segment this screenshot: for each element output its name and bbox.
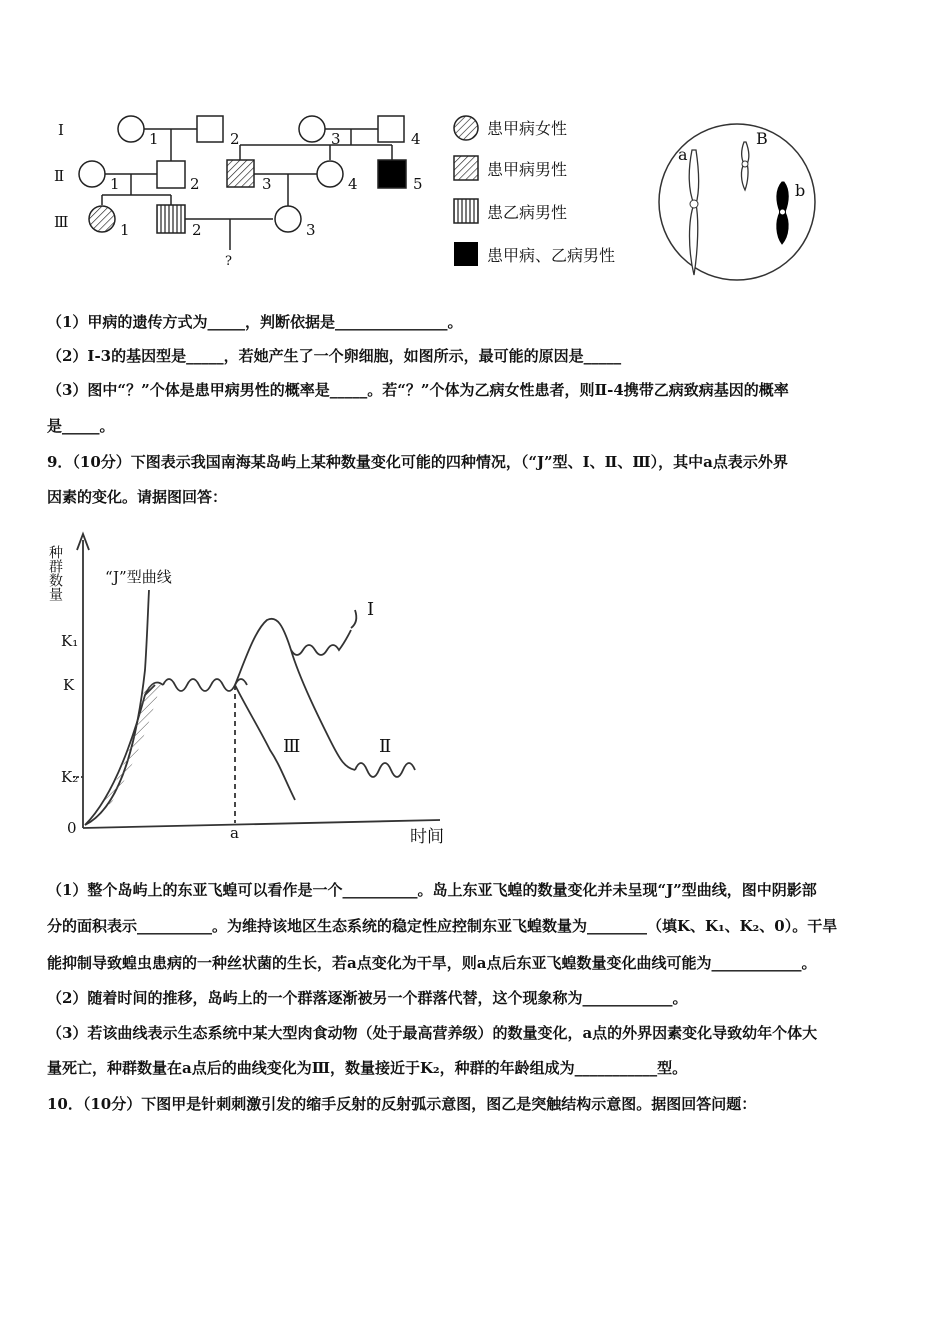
legend-male-both-symbol <box>454 242 478 266</box>
pedigree-number: 1 <box>149 130 159 148</box>
chromosome-label-b: b <box>795 181 806 200</box>
legend-label: 患甲病男性 <box>487 160 568 179</box>
pedigree-ii3-male-disease-a <box>227 160 254 187</box>
gen-label-ii: Ⅱ <box>54 167 65 185</box>
q8-part2: （2）Ⅰ-3的基因型是_____，若她产生了一个卵细胞，如图所示，最可能的原因是_____ <box>47 347 622 365</box>
pedigree-number: 2 <box>190 175 200 193</box>
gen-label-i: Ⅰ <box>58 121 64 139</box>
q9-part1-cont2: 能抑制导致蝗虫患病的一种丝状菌的生长，若a点变化为干旱，则a点后东亚飞蝗数量变化曲线可能为____________。 <box>47 954 817 972</box>
pedigree-i2-male <box>197 116 223 142</box>
curve-label-iii: Ⅲ <box>283 736 301 757</box>
legend-label: 患乙病男性 <box>487 203 568 222</box>
x-axis <box>83 820 440 828</box>
pedigree-number: 1 <box>120 221 130 239</box>
y-tick-k: K <box>63 676 75 694</box>
y-tick-k2: K₂ <box>61 768 79 786</box>
chromosome-label-B: B <box>756 129 768 148</box>
j-curve-title: “J”型曲线 <box>105 568 172 586</box>
egg-cell-diagram <box>654 120 824 285</box>
x-tick-0: 0 <box>67 819 77 837</box>
q9-part3-cont: 量死亡，种群数量在a点后的曲线变化为Ⅲ，数量接近于K₂，种群的年龄组成为___________型。 <box>47 1059 688 1077</box>
q9-part1: （1）整个岛屿上的东亚飞蝗可以看作是一个__________。岛上东亚飞蝗的数量变化并未呈现“J”型曲线，图中阴影部 <box>47 881 817 899</box>
legend-female-a-symbol <box>454 116 478 140</box>
q9-part2: （2）随着时间的推移，岛屿上的一个群落逐渐被另一个群落代替，这个现象称为____________。 <box>47 989 688 1007</box>
x-tick-a: a <box>230 824 239 842</box>
pedigree-number: 5 <box>413 175 423 193</box>
q9-part1-cont: 分的面积表示__________。为维持该地区生态系统的稳定性应控制东亚飞蝗数量为________（填K、K₁、K₂、0）。干旱 <box>47 917 838 935</box>
pedigree-number: 3 <box>262 175 272 193</box>
q8-part1: （1）甲病的遗传方式为_____，判断依据是_______________。 <box>47 313 463 331</box>
pedigree-ii4-female <box>317 161 343 187</box>
curve-label-ii: Ⅱ <box>379 736 392 757</box>
pedigree-iii2-male-disease-b <box>157 205 185 233</box>
shaded-area <box>105 683 161 805</box>
curve-label-i: Ⅰ <box>367 599 375 620</box>
pedigree-ii2-male <box>157 161 185 188</box>
pedigree-number: 4 <box>411 130 421 148</box>
q9-part3: （3）若该曲线表示生态系统中某大型肉食动物（处于最高营养级）的数量变化，a点的外界因素变化导致幼年个体大 <box>47 1024 818 1042</box>
q9-stem-cont: 因素的变化。请据图回答： <box>47 488 228 506</box>
x-axis-label: 时间 <box>410 827 444 847</box>
gen-label-iii: Ⅲ <box>54 213 69 231</box>
pedigree-ii5-male-both <box>378 160 406 188</box>
legend-male-b-symbol <box>454 199 478 223</box>
q9-stem: 9．（10分）下图表示我国南海某岛屿上某种数量变化可能的四种情况，（“J”型、Ⅰ、Ⅱ、Ⅲ），其中a点表示外界 <box>47 453 788 471</box>
pedigree-i1-female <box>118 116 144 142</box>
pedigree-legend <box>445 108 655 273</box>
pedigree-iii3-female <box>275 206 301 232</box>
legend-label: 患甲病女性 <box>487 119 568 138</box>
pedigree-chart <box>40 105 450 275</box>
pedigree-i3-female <box>299 116 325 142</box>
pedigree-ii1-female <box>79 161 105 187</box>
population-growth-chart <box>45 520 475 850</box>
y-tick-k1: K₁ <box>61 632 79 650</box>
pedigree-number: 1 <box>110 175 120 193</box>
curve-ii-wave <box>355 763 415 777</box>
pedigree-number: 3 <box>331 130 341 148</box>
q8-part3: （3）图中“？”个体是患甲病男性的概率是_____。若“？”个体为乙病女性患者，则Ⅱ-4携带乙病致病基因的概率 <box>47 381 789 399</box>
pedigree-number: 3 <box>306 221 316 239</box>
legend-label: 患甲病、乙病男性 <box>487 246 616 265</box>
legend-male-a-symbol <box>454 156 478 180</box>
chromosome-label-a: a <box>678 145 688 164</box>
pedigree-number: 2 <box>230 130 240 148</box>
pedigree-unknown-mark: ? <box>225 254 232 269</box>
q8-part3-cont: 是_____。 <box>47 417 115 435</box>
pedigree-number: 2 <box>192 221 202 239</box>
curve-i-line <box>291 630 351 655</box>
pedigree-number: 4 <box>348 175 358 193</box>
pedigree-iii1-female-disease-a <box>89 206 115 232</box>
q10-stem: 10．（10分）下图甲是针刺刺激引发的缩手反射的反射弧示意图，图乙是突触结构示意图。据图回答问题： <box>47 1095 757 1113</box>
pedigree-i4-male <box>378 116 404 142</box>
y-axis-label: 种群数量 <box>47 545 63 601</box>
